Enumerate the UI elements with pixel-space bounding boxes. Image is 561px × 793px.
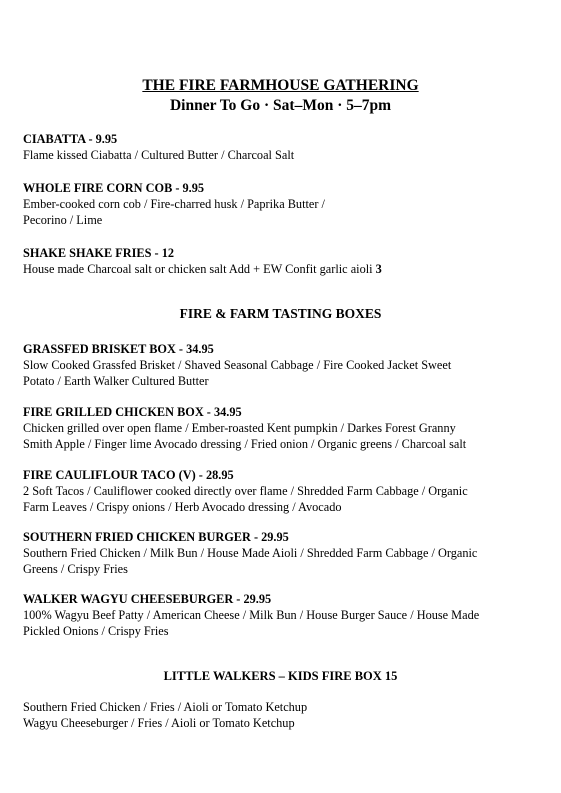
menu-item-fried-chicken-burger	[23, 529, 543, 577]
menu-subtitle: Dinner To Go · Sat–Mon · 5–7pm	[169, 97, 392, 114]
item-description-line: Smith Apple / Finger lime Avocado dressing / Fried onion / Organic greens / Charcoal salt	[23, 437, 467, 451]
item-description	[23, 607, 543, 639]
kids-menu-line: Southern Fried Chicken / Fries / Aioli or Tomato Ketchup	[23, 700, 308, 714]
item-description-text: House made Charcoal salt or chicken salt Add + EW Confit garlic aioli	[23, 262, 373, 276]
item-name: GRASSFED BRISKET BOX - 34.95	[23, 342, 214, 356]
item-name: WALKER WAGYU CHEESEBURGER - 29.95	[23, 592, 272, 606]
item-name: SOUTHERN FRIED CHICKEN BURGER - 29.95	[23, 530, 289, 544]
item-description	[23, 261, 543, 277]
menu-item-cauliflower-taco	[23, 467, 543, 515]
item-description	[23, 420, 543, 452]
section-heading-kids: LITTLE WALKERS – KIDS FIRE BOX 15	[163, 669, 398, 683]
addon-price: 3	[375, 262, 382, 276]
item-name: FIRE GRILLED CHICKEN BOX - 34.95	[23, 405, 242, 419]
menu-title: THE FIRE FARMHOUSE GATHERING	[142, 77, 419, 94]
item-description-line: Farm Leaves / Crispy onions / Herb Avocado dressing / Avocado	[23, 500, 342, 514]
item-description-line: Chicken grilled over open flame / Ember-roasted Kent pumpkin / Darkes Forest Granny	[23, 421, 456, 435]
item-description-line: Southern Fried Chicken / Milk Bun / House Made Aioli / Shredded Farm Cabbage / Organic	[23, 546, 478, 560]
kids-menu-list	[23, 699, 307, 731]
item-description	[23, 545, 543, 577]
menu-item-ciabatta	[23, 131, 543, 163]
item-description-line	[23, 261, 543, 277]
item-description	[23, 483, 543, 515]
item-name: CIABATTA - 9.95	[23, 132, 118, 146]
menu-item-brisket-box	[23, 341, 543, 389]
item-description	[23, 357, 543, 389]
item-name: FIRE CAULIFLOUR TACO (V) - 28.95	[23, 468, 234, 482]
item-description-line: 2 Soft Tacos / Cauliflower cooked directly over flame / Shredded Farm Cabbage / Organic	[23, 484, 468, 498]
item-description-line: Greens / Crispy Fries	[23, 562, 128, 576]
kids-menu-line: Wagyu Cheeseburger / Fries / Aioli or Tomato Ketchup	[23, 716, 295, 730]
item-description-line: Slow Cooked Grassfed Brisket / Shaved Seasonal Cabbage / Fire Cooked Jacket Sweet	[23, 358, 452, 372]
item-description	[23, 196, 543, 228]
item-description-line: Ember-cooked corn cob / Fire-charred husk / Paprika Butter /	[23, 197, 325, 211]
item-description-line: Flame kissed Ciabatta / Cultured Butter / Charcoal Salt	[23, 148, 295, 162]
item-description-line: 100% Wagyu Beef Patty / American Cheese / Milk Bun / House Burger Sauce / House Made	[23, 608, 480, 622]
item-description-line: Potato / Earth Walker Cultured Butter	[23, 374, 209, 388]
section-heading-tasting-boxes: FIRE & FARM TASTING BOXES	[179, 306, 382, 321]
item-name: SHAKE SHAKE FRIES - 12	[23, 246, 175, 260]
item-description-line: Pecorino / Lime	[23, 213, 103, 227]
item-name: WHOLE FIRE CORN COB - 9.95	[23, 181, 205, 195]
menu-item-fries	[23, 245, 543, 277]
menu-item-chicken-box	[23, 404, 543, 452]
item-description-line: Pickled Onions / Crispy Fries	[23, 624, 169, 638]
item-description	[23, 147, 543, 163]
menu-item-wagyu-cheeseburger	[23, 591, 543, 639]
menu-item-corn-cob	[23, 180, 543, 228]
